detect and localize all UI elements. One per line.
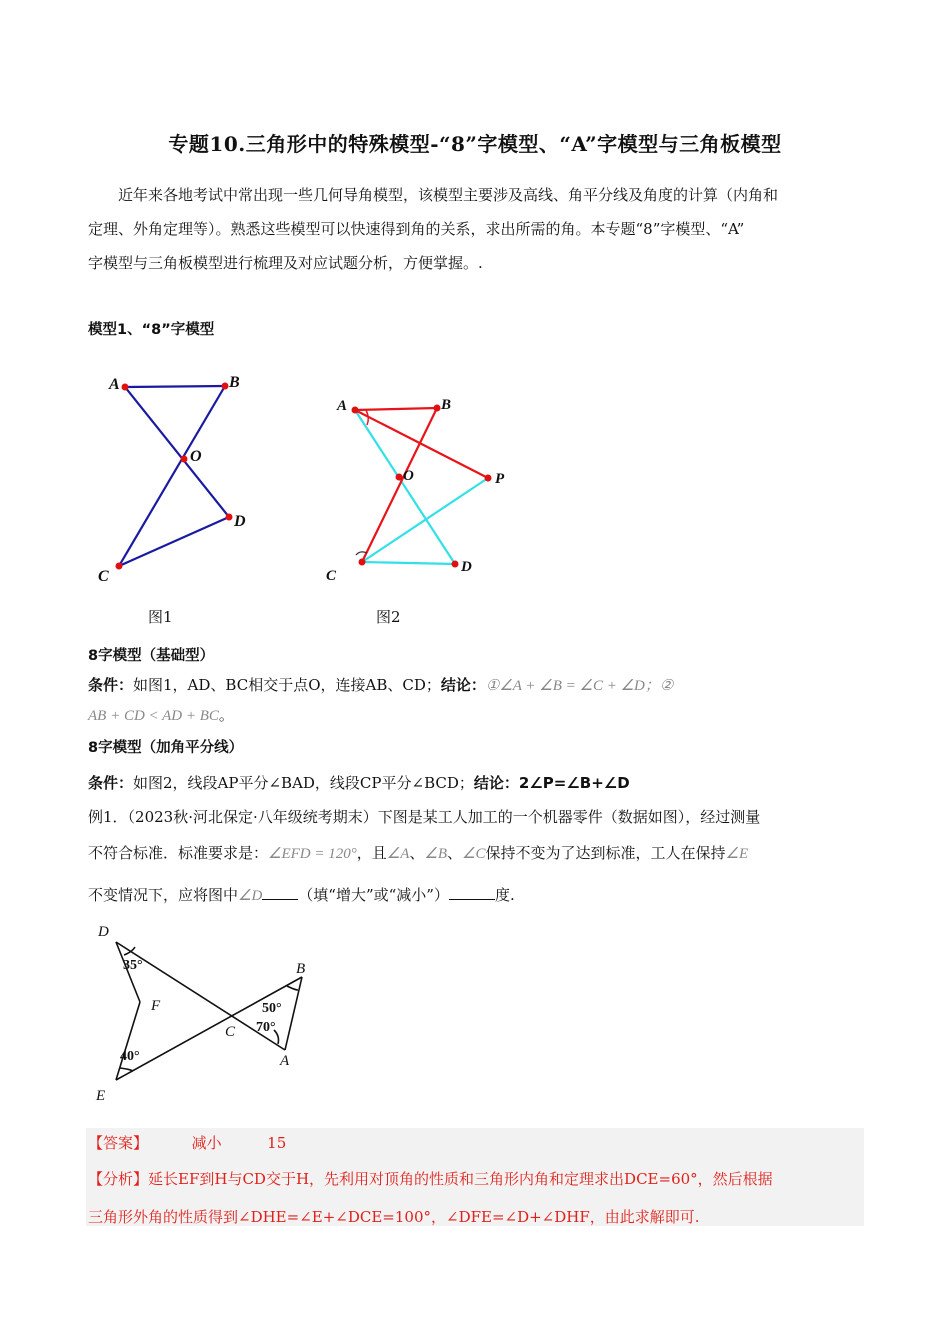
basic-cond-label: 条件：: [88, 676, 134, 694]
angle-e: 40°: [120, 1049, 140, 1064]
answer-label: 【答案】: [88, 1134, 149, 1152]
fig1-label-d: D: [234, 513, 246, 530]
fig1-label-b: B: [229, 374, 240, 391]
page-title: 专题10.三角形中的特殊模型-“8”字模型、“A”字模型与三角板模型: [168, 132, 782, 156]
figure-3: [90, 920, 330, 1110]
example1-line-3: 不变情况下，应将图中∠D （填“增大”或“减小”） 度.: [88, 886, 515, 904]
fig3-label-c: C: [225, 1024, 236, 1040]
model1-heading: 模型1、“8”字模型: [88, 322, 215, 338]
blank-1[interactable]: [262, 885, 298, 900]
blank-2[interactable]: [449, 885, 495, 900]
fig2-caption: 图2: [376, 608, 401, 626]
answer-line: [88, 1132, 286, 1153]
fig1-label-o: O: [190, 448, 202, 465]
fig1-caption: 图1: [148, 608, 173, 626]
formula-efd: ∠EFD = 120°: [268, 846, 357, 862]
intro-line-3: 字模型与三角板模型进行梳理及对应试题分析，方便掌握。.: [88, 254, 483, 272]
fig2-label-p: P: [495, 471, 505, 487]
bisector-cond-label: 条件：: [88, 774, 134, 792]
fig2-label-b: B: [441, 397, 452, 413]
basic-conclusion-1: ①∠A + ∠B = ∠C + ∠D；②: [485, 678, 674, 694]
fig3-label-d: D: [98, 924, 109, 940]
example1-line-2: 不符合标准．标准要求是：∠EFD = 120°，且∠A、∠B、∠C保持不变为了达到标准，工人在保持∠E: [88, 844, 749, 862]
fig2-label-d: D: [461, 559, 472, 575]
basic-cond-text: 如图1，AD、BC相交于点O，连接AB、CD；: [133, 676, 441, 694]
bisector-conclusion: 2∠P=∠B+∠D: [518, 774, 630, 792]
basic-end: 。: [218, 706, 234, 724]
analysis-line-1: 【分析】延长EF到H与CD交于H，先利用对顶角的性质和三角形内角和定理求出DCE=60°，然后根据: [88, 1170, 773, 1188]
fig3-label-a: A: [280, 1053, 290, 1069]
basic-condition: [88, 674, 878, 695]
basic-conclusion-2: AB + CD < AD + BC: [88, 708, 219, 724]
fig3-label-b: B: [296, 961, 306, 977]
intro-line-1: 近年来各地考试中常出现一些几何导角模型，该模型主要涉及高线、角平分线及角度的计算（内角和: [118, 186, 779, 204]
fig3-label-e: E: [96, 1088, 106, 1104]
example1-line-1: 例1．（2023秋·河北保定·八年级统考期末）下图是某工人加工的一个机器零件（数据如图），经过测量: [88, 808, 761, 826]
fig1-label-c: C: [98, 568, 109, 585]
fig1-label-a: A: [109, 376, 120, 393]
analysis-label: 【分析】: [88, 1170, 149, 1188]
angle-d: 35°: [123, 958, 143, 973]
fig2-label-a: A: [337, 398, 348, 414]
figure-1: [95, 365, 265, 590]
bisector-heading: 8字模型（加角平分线）: [88, 740, 244, 756]
fig2-label-o: O: [403, 468, 414, 484]
bisector-concl-label: 结论：: [473, 774, 519, 792]
angle-b: 50°: [262, 1001, 282, 1016]
analysis-line-2: 三角形外角的性质得到∠DHE=∠E+∠DCE=100°，∠DFE=∠D+∠DHF，由此求解即可.: [88, 1208, 700, 1226]
answer-value-2: 15: [267, 1134, 287, 1152]
fig3-label-f: F: [151, 998, 161, 1014]
answer-value-1: 减小: [191, 1134, 222, 1152]
basic-concl-label: 结论：: [440, 676, 486, 694]
bisector-cond-text: 如图2，线段AP平分∠BAD，线段CP平分∠BCD；: [133, 774, 474, 792]
fig2-label-c: C: [326, 568, 337, 584]
intro-paragraph: [88, 178, 863, 280]
figure-2: [320, 388, 520, 588]
bisector-condition: [88, 772, 630, 793]
basic-heading: 8字模型（基础型）: [88, 648, 215, 664]
angle-a: 70°: [256, 1020, 276, 1035]
intro-line-2: 定理、外角定理等）。熟悉这些模型可以快速得到角的关系，求出所需的角。本专题“8”字模型、“A”: [88, 220, 745, 238]
basic-conclusion-2-line: [88, 704, 234, 725]
